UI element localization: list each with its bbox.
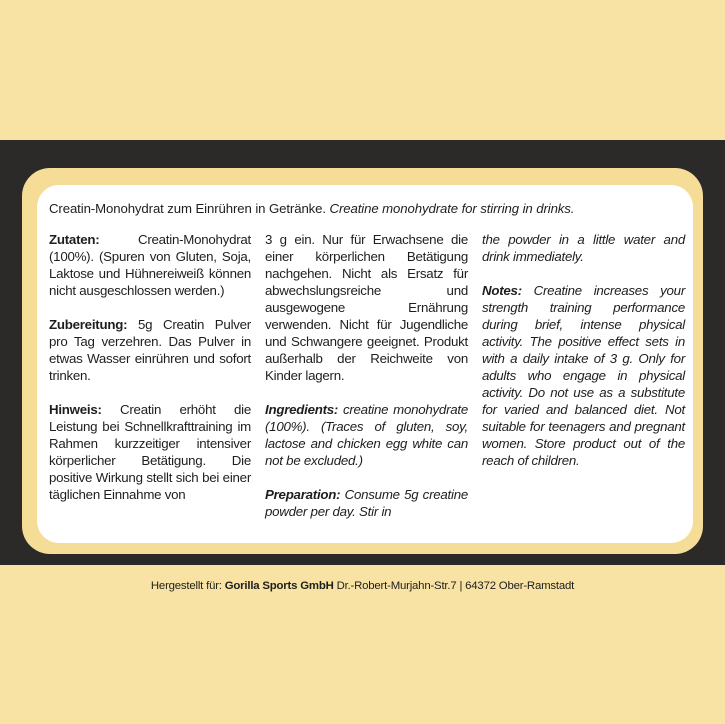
preparation-continued: the powder in a little water and drink immediately. — [482, 232, 685, 264]
preparation-label: Preparation: — [265, 487, 341, 502]
zubereitung-label: Zubereitung: — [49, 317, 128, 332]
intro-line — [49, 200, 685, 217]
notes-text: Creatine increases your strength training performance during brief, intense physical activity. The positive effect sets in with a daily intake of 3 g. Only for adults who engage in physical activity. Do not use as a substitute for varied and balanced diet. Not suitable for teenagers and pregnant women. Store product out of the reach of children. — [482, 283, 685, 468]
hinweis-paragraph — [49, 401, 251, 503]
footer-company: Gorilla Sports GmbH — [224, 580, 334, 592]
zutaten-paragraph — [49, 231, 251, 299]
ingredients-label: Ingredients: — [265, 402, 339, 417]
preparation-text: Consume 5g creatine powder per day. Stir in — [265, 487, 468, 519]
column-1 — [49, 231, 251, 520]
ingredients-paragraph — [265, 401, 468, 469]
notes-label: Notes: — [482, 283, 522, 298]
zutaten-label: Zutaten: — [49, 232, 100, 247]
hinweis-label: Hinweis: — [49, 402, 102, 417]
text-columns — [49, 231, 685, 531]
hinweis-text: Creatin erhöht die Leistung bei Schnellkrafttraining im Rahmen kurzzeitiger intensiver körperlicher Betätigung. Die positive Wirkung stellt sich bei einer täglichen Einnahme von — [49, 402, 251, 502]
footer-address: Dr.-Robert-Murjahn-Str.7 | 64372 Ober-Ramstadt — [333, 580, 575, 592]
column-2 — [265, 231, 468, 537]
intro-en: Creatine monohydrate for stirring in drinks. — [329, 201, 575, 216]
hinweis-continued: 3 g ein. Nur für Erwachsene die einer körperlichen Betätigung nachgehen. Nicht als Ersatz für abwechslungsreiche und ausgewogene Ernährung verwenden. Nicht für Jugendliche und Schwangere geeignet. Produkt außerhalb der Reichweite von Kinder lagern. — [265, 232, 468, 383]
manufacturer-footer — [0, 580, 725, 592]
preparation-paragraph — [265, 486, 468, 520]
zubereitung-text: 5g Creatin Pulver pro Tag verzehren. Das Pulver in etwas Wasser einrühren und sofort trinken. — [49, 317, 251, 383]
zubereitung-paragraph — [49, 316, 251, 384]
zutaten-text: Creatin-Monohydrat (100%). (Spuren von Gluten, Soja, Laktose und Hühnereiweiß können nicht ausgeschlossen werden.) — [49, 232, 251, 298]
label-content — [49, 200, 685, 531]
ingredients-text: creatine monohydrate (100%). (Traces of gluten, soy, lactose and chicken egg white can not be excluded.) — [265, 402, 468, 468]
notes-paragraph — [482, 282, 685, 469]
intro-de: Creatin-Monohydrat zum Einrühren in Getränke. — [49, 201, 326, 216]
column-3 — [482, 231, 685, 486]
footer-prefix: Hergestellt für: — [150, 580, 225, 592]
